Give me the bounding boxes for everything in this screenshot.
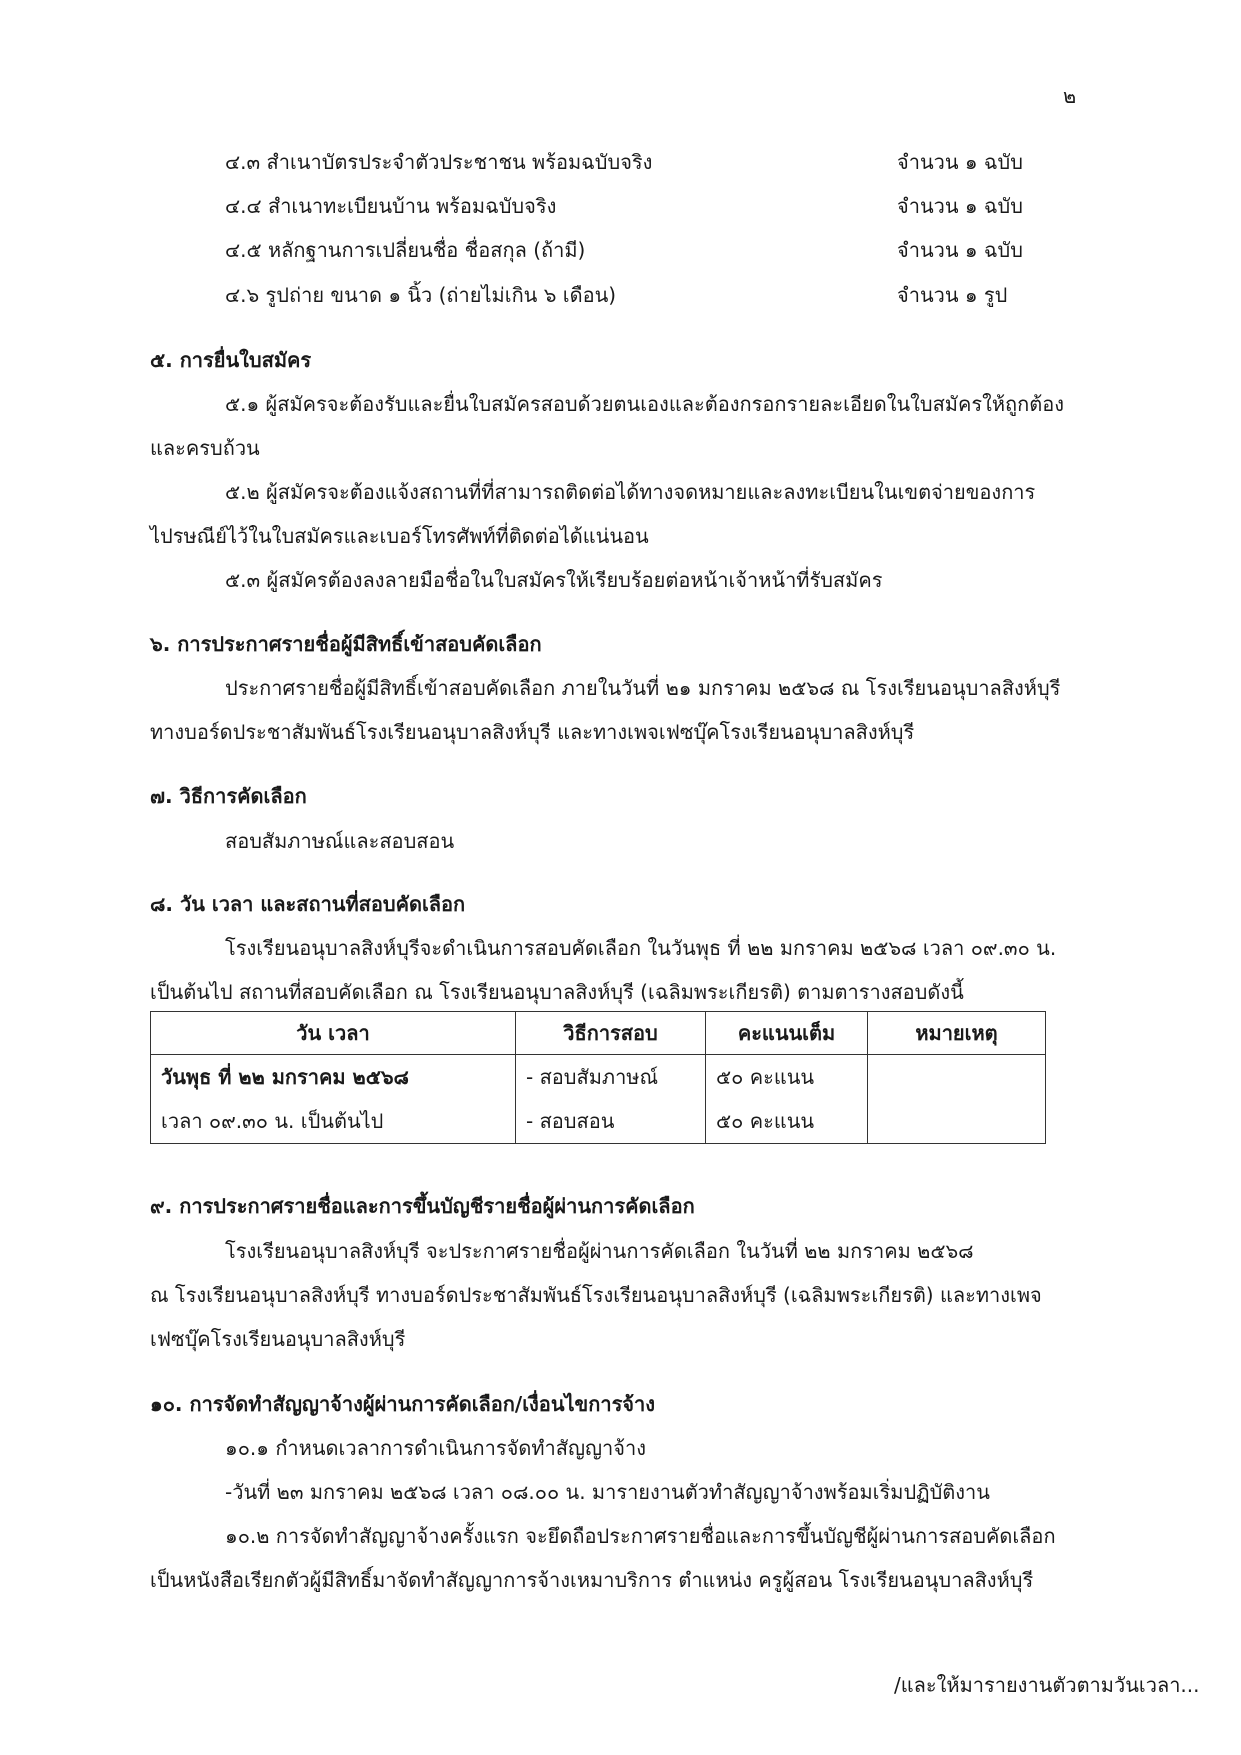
section-6-paragraph: ประกาศรายชื่อผู้มีสิทธิ์เข้าสอบคัดเลือก ภายในวันที่ ๒๑ มกราคม ๒๕๖๘ ณ โรงเรียนอนุบาลสิงห์บุรี [225,676,1061,700]
document-item: ๔.๓ สำเนาบัตรประจำตัวประชาชน พร้อมฉบับจริง [225,150,653,174]
section-10-paragraph: เป็นหนังสือเรียกตัวผู้มีสิทธิ์มาจัดทำสัญญาการจ้างเหมาบริการ ตำแหน่ง ครูผู้สอน โรงเรียนอนุบาลสิงห์บุรี [150,1568,1034,1592]
section-9-paragraph: ณ โรงเรียนอนุบาลสิงห์บุรี ทางบอร์ดประชาสัมพันธ์โรงเรียนอนุบาลสิงห์บุรี (เฉลิมพระเกียรติ) และทางเพจ [150,1283,1042,1307]
section-10-paragraph: ๑๐.๒ การจัดทำสัญญาจ้างครั้งแรก จะยึดถือประกาศรายชื่อและการขึ้นบัญชีผู้ผ่านการสอบคัดเลือก [225,1524,1056,1548]
table-header-cell: หมายเหตุ [868,1012,1046,1055]
section-5-paragraph: ๕.๒ ผู้สมัครจะต้องแจ้งสถานที่ที่สามารถติดต่อได้ทางจดหมายและลงทะเบียนในเขตจ่ายของการ [225,480,1036,504]
section-8-paragraph: เป็นต้นไป สถานที่สอบคัดเลือก ณ โรงเรียนอนุบาลสิงห์บุรี (เฉลิมพระเกียรติ) ตามตารางสอบดังนี้ [150,980,964,1004]
table-header-row [151,1012,1046,1055]
exam-time: เวลา ๐๙.๓๐ น. เป็นต้นไป [161,1109,384,1133]
section-9-paragraph: โรงเรียนอนุบาลสิงห์บุรี จะประกาศรายชื่อผู้ผ่านการคัดเลือก ในวันที่ ๒๒ มกราคม ๒๕๖๘ [225,1239,974,1263]
document-qty: จำนวน ๑ รูป [897,283,1008,307]
section-7-paragraph: สอบสัมภาษณ์และสอบสอน [225,829,455,853]
section-9-paragraph: เฟซบุ๊คโรงเรียนอนุบาลสิงห์บุรี [150,1327,406,1351]
table-header-cell: วิธีการสอบ [516,1012,706,1055]
exam-score: ๕๐ คะแนน [716,1065,815,1089]
section-5-paragraph: และครบถ้วน [150,436,260,460]
section-5-heading: ๕. การยื่นใบสมัคร [150,348,312,372]
table-row [151,1055,1046,1144]
section-8-paragraph: โรงเรียนอนุบาลสิงห์บุรีจะดำเนินการสอบคัดเลือก ในวันพุธ ที่ ๒๒ มกราคม ๒๕๖๘ เวลา ๐๙.๓๐ น. [225,936,1057,960]
section-7-heading: ๗. วิธีการคัดเลือก [150,784,307,808]
section-10-paragraph: ๑๐.๑ กำหนดเวลาการดำเนินการจัดทำสัญญาจ้าง [225,1436,646,1460]
document-item: ๔.๔ สำเนาทะเบียนบ้าน พร้อมฉบับจริง [225,194,557,218]
exam-method: - สอบสัมภาษณ์ [526,1065,659,1089]
section-5-paragraph: ๕.๓ ผู้สมัครต้องลงลายมือชื่อในใบสมัครให้เรียบร้อยต่อหน้าเจ้าหน้าที่รับสมัคร [225,568,883,592]
section-5-paragraph: ๕.๑ ผู้สมัครจะต้องรับและยื่นใบสมัครสอบด้วยตนเองและต้องกรอกรายละเอียดในใบสมัครให้ถูกต้อง [225,392,1065,416]
continuation-note: /และให้มารายงานตัวตามวันเวลา... [894,1673,1200,1697]
section-10-paragraph: -วันที่ ๒๓ มกราคม ๒๕๖๘ เวลา ๐๘.๐๐ น. มารายงานตัวทำสัญญาจ้างพร้อมเริ่มปฏิบัติงาน [225,1480,990,1504]
exam-schedule-table [150,1011,1046,1144]
exam-note [878,1055,1035,1099]
table-header-cell: คะแนนเต็ม [706,1012,868,1055]
document-qty: จำนวน ๑ ฉบับ [897,194,1023,218]
document-qty: จำนวน ๑ ฉบับ [897,150,1023,174]
exam-date: วันพุธ ที่ ๒๒ มกราคม ๒๕๖๘ [161,1065,409,1089]
section-10-heading: ๑๐. การจัดทำสัญญาจ้างผู้ผ่านการคัดเลือก/เงื่อนไขการจ้าง [150,1392,656,1416]
exam-score: ๕๐ คะแนน [716,1109,815,1133]
exam-method: - สอบสอน [526,1109,615,1133]
section-6-paragraph: ทางบอร์ดประชาสัมพันธ์โรงเรียนอนุบาลสิงห์บุรี และทางเพจเฟซบุ๊คโรงเรียนอนุบาลสิงห์บุรี [150,720,915,744]
document-item: ๔.๖ รูปถ่าย ขนาด ๑ นิ้ว (ถ่ายไม่เกิน ๖ เดือน) [225,283,617,307]
method-cell [516,1055,706,1144]
section-8-heading: ๘. วัน เวลา และสถานที่สอบคัดเลือก [150,892,466,916]
section-6-heading: ๖. การประกาศรายชื่อผู้มีสิทธิ์เข้าสอบคัดเลือก [150,632,542,656]
document-item: ๔.๕ หลักฐานการเปลี่ยนชื่อ ชื่อสกุล (ถ้ามี) [225,238,586,262]
section-9-heading: ๙. การประกาศรายชื่อและการขึ้นบัญชีรายชื่อผู้ผ่านการคัดเลือก [150,1194,695,1218]
page-number: ๒ [1063,84,1077,108]
score-cell [706,1055,868,1144]
note-cell [868,1055,1046,1144]
section-5-paragraph: ไปรษณีย์ไว้ในใบสมัครและเบอร์โทรศัพท์ที่ติดต่อได้แน่นอน [150,524,649,548]
document-qty: จำนวน ๑ ฉบับ [897,238,1023,262]
date-time-cell [151,1055,516,1144]
table-header-cell: วัน เวลา [151,1012,516,1055]
